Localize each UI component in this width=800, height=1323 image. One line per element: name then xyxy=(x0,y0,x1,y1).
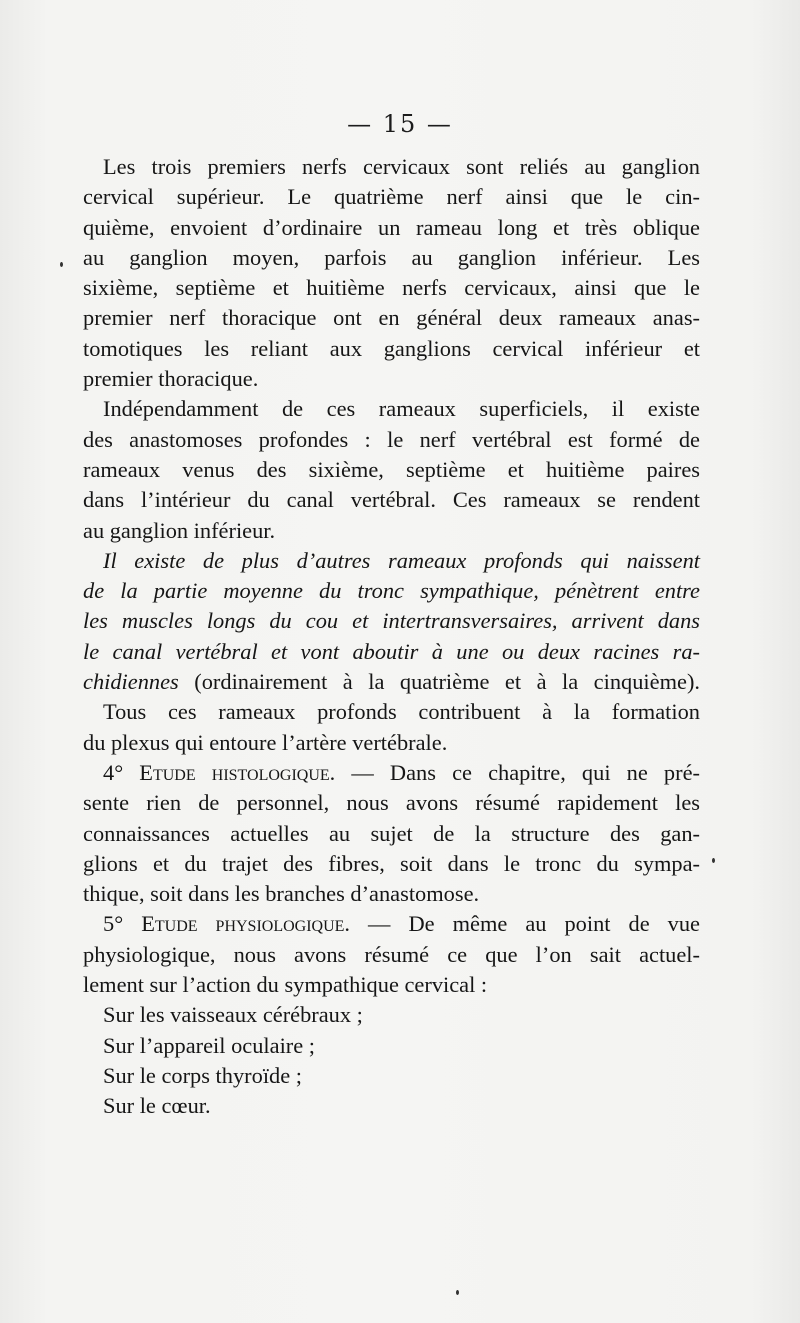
text-line: rameaux venus des sixième, septième et huitième paires xyxy=(83,456,700,482)
paragraph-histology xyxy=(83,758,700,909)
text-line xyxy=(83,758,700,788)
text-line: Indépendamment de ces rameaux superficiels, il existe xyxy=(103,396,700,422)
text-line: sixième, septième et huitième nerfs cervicaux, ainsi que le xyxy=(83,275,700,301)
text-line: physiologique, nous avons résumé ce que l’on sait actuel- xyxy=(83,941,700,967)
paragraph-deep-anastomoses xyxy=(83,394,700,545)
text-line: Les trois premiers nerfs cervicaux sont reliés au ganglion xyxy=(103,154,700,179)
section-heading: Etude histologique. xyxy=(139,759,336,785)
text-line: au ganglion moyen, parfois au ganglion inférieur. Les xyxy=(83,244,700,270)
scan-speck xyxy=(456,1290,459,1295)
effects-list xyxy=(83,1000,700,1121)
paragraph-physiology xyxy=(83,909,700,1000)
paragraph-plexus xyxy=(83,697,700,758)
text-line: thique, soit dans les branches d’anastomose. xyxy=(83,881,480,907)
text-run: — Dans ce chapitre, qui ne pré- xyxy=(335,759,700,785)
text-line: des anastomoses profondes : le nerf vertébral est formé de xyxy=(83,426,700,452)
text-run: — De même au point de vue xyxy=(350,911,700,937)
scan-speck xyxy=(712,858,715,863)
scan-speck xyxy=(60,262,63,267)
text-line: du plexus qui entoure l’artère vertébrale. xyxy=(83,729,448,755)
text-line: quième, envoient d’ordinaire un rameau long et très oblique xyxy=(83,214,700,240)
section-heading: Etude physiologique. xyxy=(141,911,351,937)
italic-word: chidiennes xyxy=(83,669,179,695)
list-item: Sur les vaisseaux cérébraux ; xyxy=(103,1002,363,1028)
text-line: dans l’intérieur du canal vertébral. Ces rameaux se rendent xyxy=(83,487,700,513)
list-item: Sur l’appareil oculaire ; xyxy=(103,1032,316,1058)
list-item: Sur le corps thyroïde ; xyxy=(103,1062,302,1088)
text-line xyxy=(83,909,700,939)
page-body xyxy=(83,152,700,1122)
text-line: de la partie moyenne du tronc sympathique, pénètrent entre xyxy=(83,578,700,604)
text-line: Tous ces rameaux profonds contribuent à la formation xyxy=(103,699,700,725)
section-number: 4° xyxy=(103,759,124,785)
text-line: les muscles longs du cou et intertransversaires, arrivent dans xyxy=(83,608,700,634)
text-line: glions et du trajet des fibres, soit dans le tronc du sympa- xyxy=(83,850,700,876)
roman-text: (ordinairement à la quatrième et à la cinquième). xyxy=(178,669,700,695)
text-line: au ganglion inférieur. xyxy=(83,517,276,543)
text-line: lement sur l’action du sympathique cervical : xyxy=(83,972,488,998)
section-number: 5° xyxy=(103,911,124,937)
list-item: Sur le cœur. xyxy=(103,1093,211,1119)
text-line: connaissances actuelles au sujet de la structure des gan- xyxy=(83,820,700,846)
text-line: le canal vertébral et vont aboutir à une ou deux racines ra- xyxy=(83,638,700,664)
text-line: Il existe de plus d’autres rameaux profonds qui naissent xyxy=(103,547,700,573)
text-line: cervical supérieur. Le quatrième nerf ainsi que le cin- xyxy=(83,184,700,210)
text-line: premier thoracique. xyxy=(83,366,259,392)
text-line xyxy=(83,667,700,697)
paragraph-other-deep-branches xyxy=(83,546,700,697)
paragraph-cervical-nerves xyxy=(83,152,700,394)
page-number: — 15 — xyxy=(347,110,453,138)
text-line: sente rien de personnel, nous avons résumé rapidement les xyxy=(83,790,700,816)
text-line: tomotiques les reliant aux ganglions cervical inférieur et xyxy=(83,335,700,361)
text-line: premier nerf thoracique ont en général deux rameaux anas- xyxy=(83,305,700,331)
